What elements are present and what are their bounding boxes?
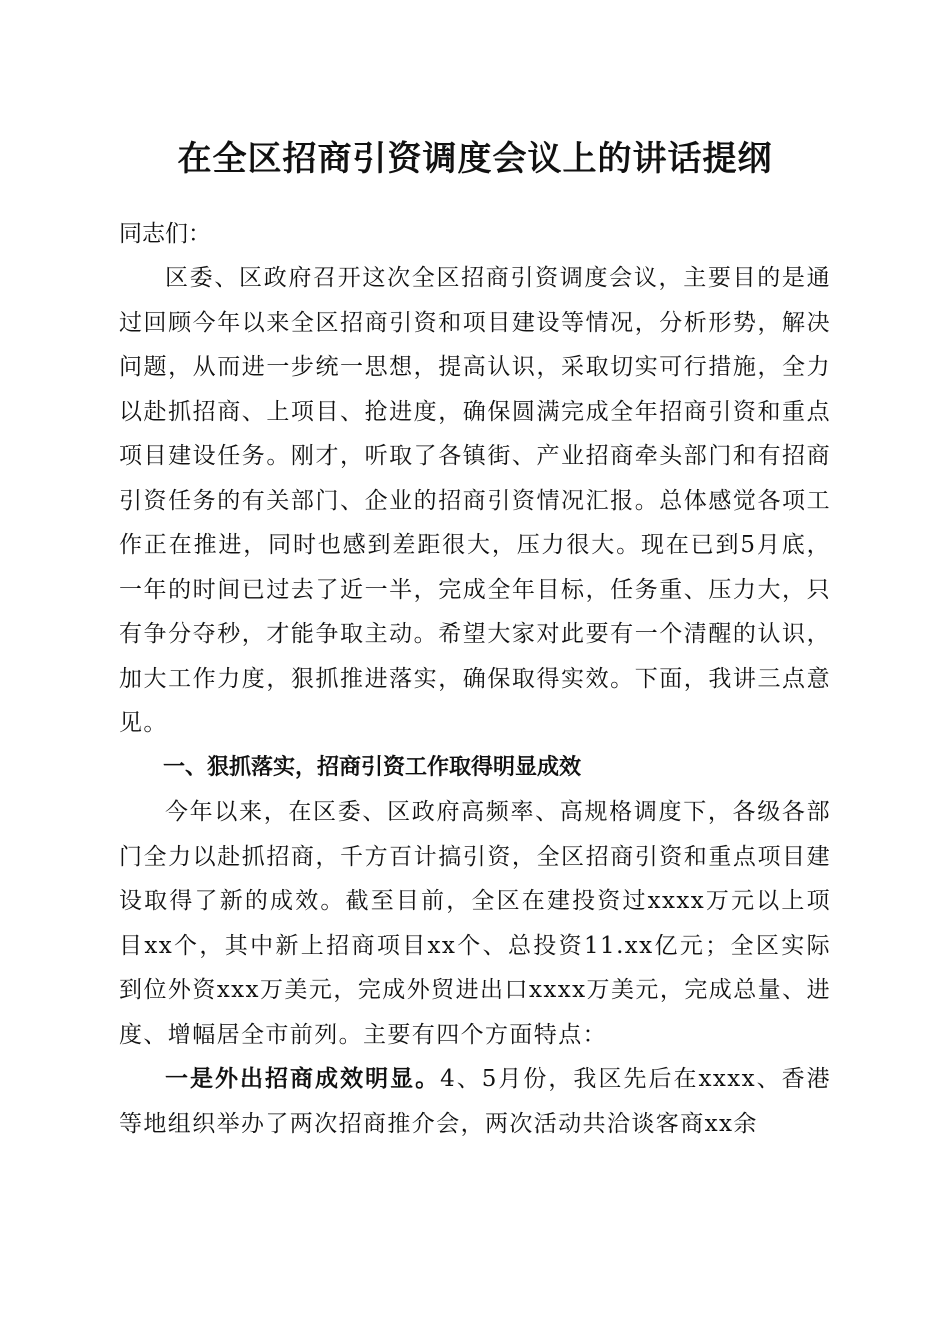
- document-page: [119, 0, 831, 1146]
- intro-paragraph: 区委、区政府召开这次全区招商引资调度会议，主要目的是通过回顾今年以来全区招商引资和项目建设等情况，分析形势，解决问题，从而进一步统一思想，提高认识，采取切实可行措施，全力以赴抓招商、上项目、抢进度，确保圆满完成全年招商引资和重点项目建设任务。刚才，听取了各镇街、产业招商牵头部门和有招商引资任务的有关部门、企业的招商引资情况汇报。总体感觉各项工作正在推进，同时也感到差距很大，压力很大。现在已到5月底，一年的时间已过去了近一半，完成全年目标，任务重、压力大，只有争分夺秒，才能争取主动。希望大家对此要有一个清醒的认识，加大工作力度，狠抓推进落实，确保取得实效。下面，我讲三点意见。: [119, 265, 831, 736]
- point-1-lead: 一是外出招商成效明显。: [165, 1066, 441, 1092]
- section-heading-1: 一、狠抓落实，招商引资工作取得明显成效: [163, 754, 582, 780]
- point-1-paragraph: [119, 1057, 831, 1146]
- document-title: 在全区招商引资调度会议上的讲话提纲: [177, 139, 773, 179]
- section-1-paragraph: 今年以来，在区委、区政府高频率、高规格调度下，各级各部门全力以赴抓招商，千方百计搞引资，全区招商引资和重点项目建设取得了新的成效。截至目前，全区在建投资过xxxx万元以上项目xx个，其中新上招商项目xx个、总投资11.xx亿元；全区实际到位外资xxx万美元，完成外贸进出口xxxx万美元，完成总量、进度、增幅居全市前列。主要有四个方面特点：: [119, 799, 831, 1048]
- salutation: 同志们：: [119, 221, 211, 247]
- point-1-text: 4、5月份，我区先后在xxxx、香港等地组织举办了两次招商推介会，两次活动共洽谈客商xx余: [119, 1066, 831, 1137]
